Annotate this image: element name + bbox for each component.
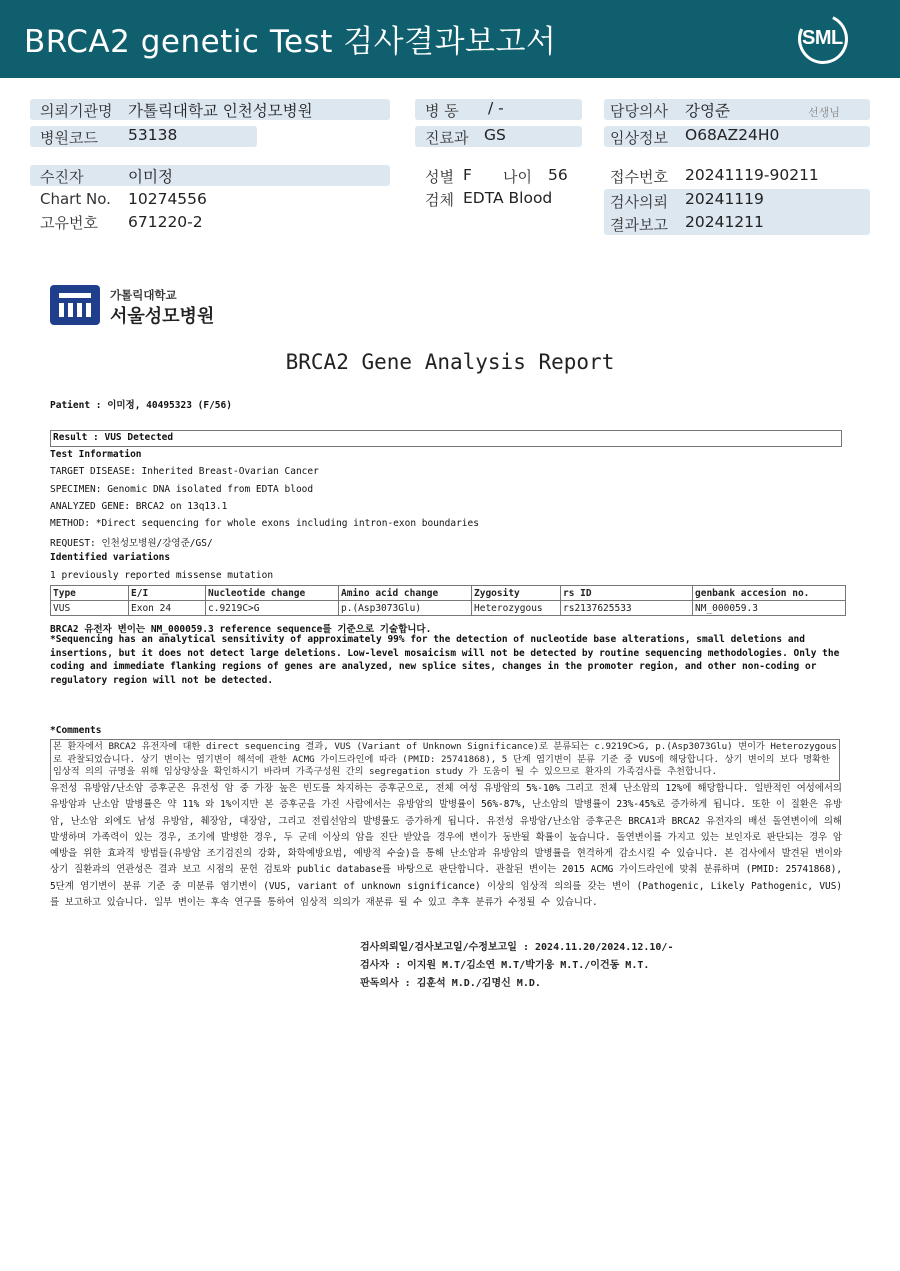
request-label: 검사의뢰 xyxy=(610,193,668,211)
th-nucleotide: Nucleotide change xyxy=(206,586,339,601)
patient-value: 이미정 xyxy=(128,168,173,186)
dept-label: 진료과 xyxy=(425,129,469,147)
th-ei: E/I xyxy=(129,586,206,601)
receipt-label: 접수번호 xyxy=(610,168,668,186)
age-value: 56 xyxy=(548,166,568,184)
clinical-value: O68AZ24H0 xyxy=(685,126,780,144)
comments-heading: *Comments xyxy=(50,725,102,736)
cell-rsid: rs2137625533 xyxy=(561,601,693,616)
hospital-emblem-icon xyxy=(50,285,100,325)
report-header xyxy=(0,0,900,78)
patient-line: Patient : 이미정, 40495323 (F/56) xyxy=(50,400,232,411)
doctor-label: 담당의사 xyxy=(610,102,668,120)
doctor-suffix: 선생님 xyxy=(808,106,840,119)
specimen-info: SPECIMEN: Genomic DNA isolated from EDTA blood xyxy=(50,484,314,495)
cell-zygosity: Heterozygous xyxy=(472,601,561,616)
receipt-value: 20241119-90211 xyxy=(685,166,819,184)
specimen-value: EDTA Blood xyxy=(463,189,553,207)
institution-label: 의뢰기관명 xyxy=(40,102,113,120)
sml-logo xyxy=(798,14,850,66)
hospcode-value: 53138 xyxy=(128,126,178,144)
patient-label: 수진자 xyxy=(40,168,84,186)
sex-label: 성별 xyxy=(425,168,454,186)
institution-value: 가톨릭대학교 인천성모병원 xyxy=(128,102,313,120)
dept-value: GS xyxy=(484,126,506,144)
cell-type: VUS xyxy=(51,601,129,616)
variant-table xyxy=(50,585,846,616)
request-info: REQUEST: 인천성모병원/강영준/GS/ xyxy=(50,538,213,549)
identified-note: 1 previously reported missense mutation xyxy=(50,570,274,581)
comment-box: 본 환자에서 BRCA2 유전자에 대한 direct sequencing 결과, VUS (Variant of Unknown Significance)로 분류되는 c.9219C>G, p.(Asp3073Glu) 변이가 Heterozygous로 관찰되었습니다. 상기 변이는 염기변이 해석에 관한 ACMG 가이드라인에 따라 (PMID: 25741868), 5 단계 염기변이 분류 기준 중 VUS에 해당합니다. 상기 변이의 보다 명확한 임상적 의의 규명을 위해 임상양상을 확인하시기 바라며 가족구성원 간의 segregation study 가 도움이 될 수 있으므로 환자의 가족검사를 추천합니다. xyxy=(50,739,840,781)
th-amino: Amino acid change xyxy=(339,586,472,601)
variant-table-header xyxy=(51,586,846,601)
chart-label: Chart No. xyxy=(40,190,111,208)
patient-chip xyxy=(30,165,390,186)
hospital-name-small: 가톨릭대학교 xyxy=(110,288,177,302)
th-type: Type xyxy=(51,586,129,601)
cell-ei: Exon 24 xyxy=(129,601,206,616)
sensitivity-note: *Sequencing has an analytical sensitivity of approximately 99% for the detection of nucleotide base alterations, small deletions and insertions, but it does not detect large deletions. Low-level mosaicism will not be detected by routine sequencing methodologies. Only the coding and immediate flanking regions of genes are analyzed, new splice sites, changes in the promoter region, and other non-coding or regulatory region will not be detected. xyxy=(50,634,840,686)
comment-body: 유전성 유방암/난소암 증후군은 유전성 암 중 가장 높은 빈도를 차지하는 증후군으로, 전체 여성 유방암의 5%-10% 그리고 전체 난소암의 12%에 해당합니다. 일반적인 여성에서의 유방암과 난소암 발병률은 약 11% 와 1%이지만 본 증후군을 가진 사람에서는 유방암의 발병률이 56%-87%, 난소암의 발병률이 23%-45%로 증가하게 됩니다. 또한 이 질환은 유방암, 난소암 외에도 남성 유방암, 췌장암, 대장암, 그리고 전립선암의 발병률도 증가하게 됩니다. 유전성 유방암/난소암 증후군은 BRCA1과 BRCA2 유전자의 배선 돌연변이에 의해 발생하며 가족력이 있는 경우, 조기에 발병한 경우, 두 군데 이상의 암을 진단 받았을 경우에 변이가 동반될 확률이 높습니다. 돌연변이를 가지고 있는 보인자로 판단되는 경우 암 예방을 위한 효과적 방법들(유방암 조기검진의 강화, 화학예방요법, 예방적 수술)을 통해 난소암과 유방암의 발병률을 현격하게 감소시킬 수 있습니다. 본 검사에서 발견된 변이와 상기 질환과의 연관성은 결과 보고 시점의 문헌 검토와 public database를 바탕으로 판단합니다. 관찰된 변이는 2015 ACMG 가이드라인에 맞춰 분류하며 (PMID: 25741868), 5단계 염기변이 분류 기준 중 미분류 염기변이 (VUS, variant of unknown significance) 이상의 임상적 의의를 갖는 변이 (Pathogenic, Likely Pathogenic, VUS) 를 보고하고 있습니다. 일부 변이는 후속 연구를 통하여 임상적 의의가 재분류 될 수 있고 추후 분류가 수정될 수 있습니다. xyxy=(50,783,842,909)
target-disease: TARGET DISEASE: Inherited Breast-Ovarian Cancer xyxy=(50,466,319,477)
identified-heading: Identified variations xyxy=(50,552,171,563)
request-value: 20241119 xyxy=(685,190,764,208)
report-dates: 검사의뢰일/검사보고일/수정보고일 : 2024.11.20/2024.12.10/- xyxy=(360,942,674,953)
specimen-label: 검체 xyxy=(425,191,454,209)
report-date-value: 20241211 xyxy=(685,213,764,231)
chart-value: 10274556 xyxy=(128,190,207,208)
report-title: BRCA2 Gene Analysis Report xyxy=(285,350,615,374)
clinical-label: 임상정보 xyxy=(610,129,668,147)
result-text: Result : VUS Detected xyxy=(53,432,174,443)
th-genbank: genbank accesion no. xyxy=(693,586,846,601)
th-rsid: rs ID xyxy=(561,586,693,601)
analyzed-gene: ANALYZED GENE: BRCA2 on 13q13.1 xyxy=(50,501,228,512)
report-date-label: 결과보고 xyxy=(610,216,668,234)
hospcode-label: 병원코드 xyxy=(40,129,98,147)
test-info-heading: Test Information xyxy=(50,449,142,460)
sex-value: F xyxy=(463,166,472,184)
reference-note: BRCA2 유전자 변이는 NM_000059.3 reference sequence를 기준으로 기술합니다. xyxy=(50,624,432,635)
method-info: METHOD: *Direct sequencing for whole exons including intron-exon boundaries xyxy=(50,518,479,529)
logo-text: SML xyxy=(802,27,843,49)
doctor-value: 강영준 xyxy=(685,102,730,120)
ward-label: 병 동 xyxy=(425,102,459,120)
report-reader: 판독의사 : 김훈석 M.D./김명신 M.D. xyxy=(360,978,541,989)
ward-value: / - xyxy=(488,99,504,117)
th-zygosity: Zygosity xyxy=(472,586,561,601)
hospital-name-large: 서울성모병원 xyxy=(110,306,215,327)
age-label: 나이 xyxy=(503,168,532,186)
id-label: 고유번호 xyxy=(40,214,98,232)
cell-nucleotide: c.9219C>G xyxy=(206,601,339,616)
report-header-title: BRCA2 genetic Test 검사결과보고서 xyxy=(24,24,557,60)
report-testers: 검사자 : 이지원 M.T/김소연 M.T/박기웅 M.T./이건동 M.T. xyxy=(360,960,650,971)
id-value: 671220-2 xyxy=(128,213,203,231)
cell-genbank: NM_000059.3 xyxy=(693,601,846,616)
table-row xyxy=(51,601,846,616)
cell-amino: p.(Asp3073Glu) xyxy=(339,601,472,616)
